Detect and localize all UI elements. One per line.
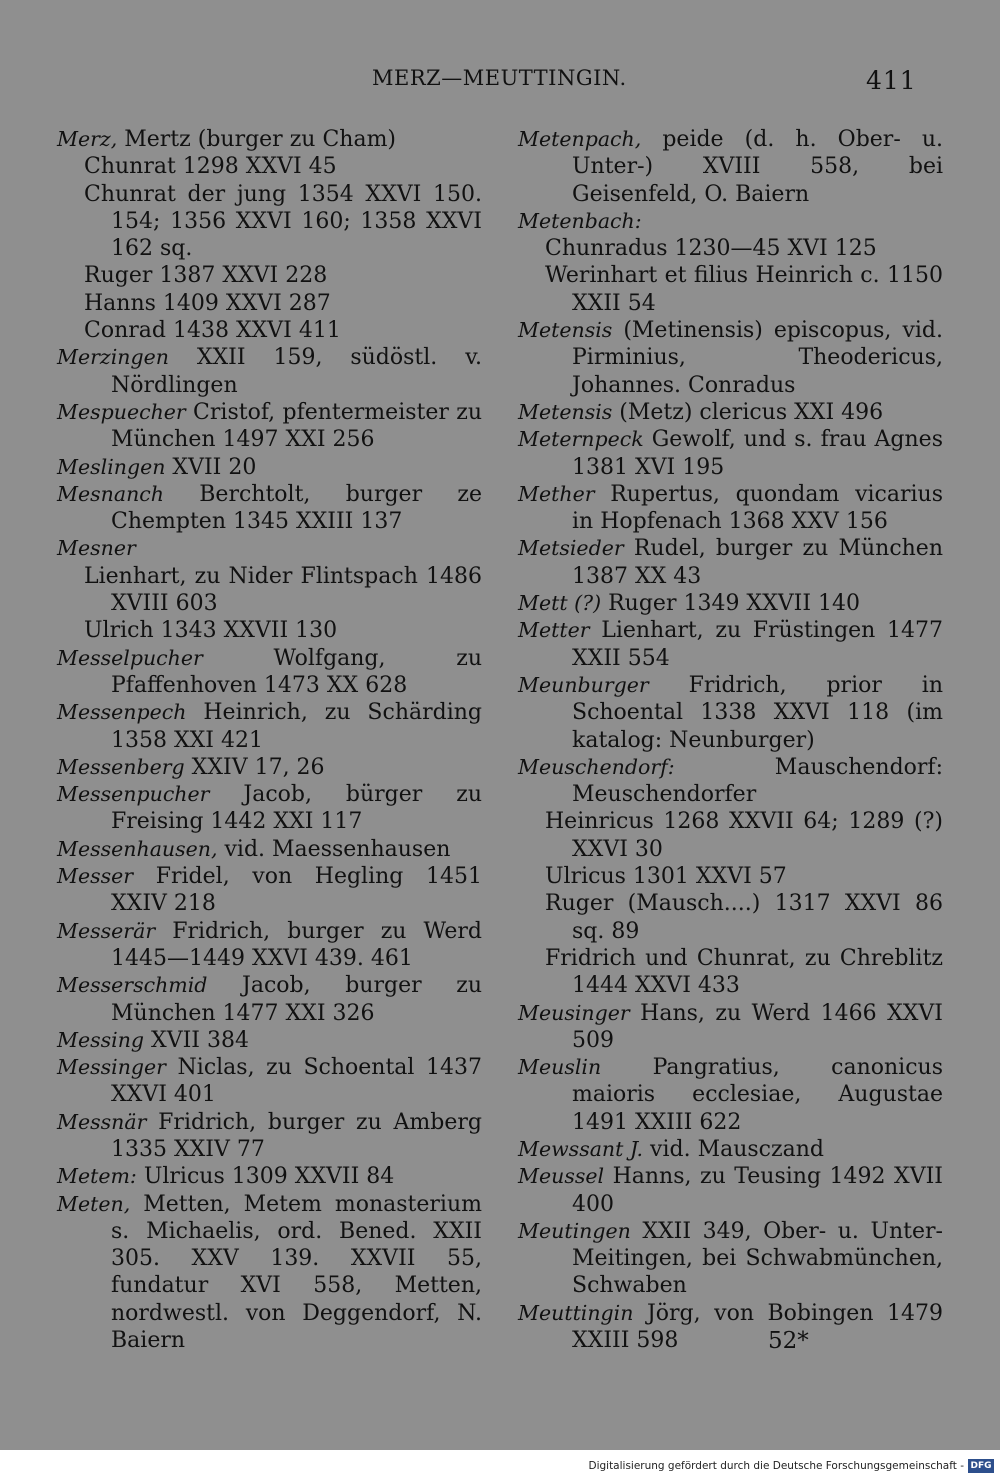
index-entry [518,754,943,809]
index-entry [57,290,482,317]
index-entry [518,126,943,208]
index-entry [57,972,482,1027]
entry-headword: Metsieder [518,536,624,561]
entry-text: Ruger 1387 XXVI 228 [84,263,328,289]
entry-headword: Metem: [57,1164,137,1189]
entry-headword: Messelpucher [57,645,203,670]
entry-headword: Merzingen [57,345,169,370]
entry-text: Fridrich, prior in Schoental 1338 XXVI 118 (im katalog: Neunburger) [572,672,943,753]
entry-headword: Meuschendorf: [518,754,675,779]
index-entry [57,563,482,618]
index-entry [518,235,943,262]
digitization-footer [0,1450,1000,1478]
entry-text: Chunrat der jung 1354 XXVI 150. 154; 1356 XXVI 160; 1358 XXVI 162 sq. [84,181,482,262]
index-entry [57,344,482,399]
entry-text: Mauschendorf: Meuschendorfer [572,754,943,808]
index-entry [518,1136,943,1163]
index-entry [57,918,482,973]
entry-headword: Messinger [57,1055,166,1080]
index-entry [518,1163,943,1218]
entry-headword: Mespuecher [57,399,186,424]
entry-headword: Meslingen [57,454,166,479]
index-entry [518,262,943,317]
entry-headword: Mesner [57,536,136,561]
index-entry [57,535,482,562]
entry-headword: Meutingen [518,1218,631,1243]
index-entry [57,1109,482,1164]
entry-headword: Messerschmid [57,973,208,998]
index-entry [57,481,482,536]
index-entry [57,1054,482,1109]
entry-headword: Messer [57,864,134,889]
index-entry [518,1218,943,1300]
entry-text: Heinricus 1268 XXVII 64; 1289 (?) XXVI 30 [545,809,943,862]
entry-headword: Mett (?) [518,591,602,616]
index-entry [57,181,482,263]
entry-text: Ulrich 1343 XXVII 130 [84,618,338,644]
entry-text: Hans, zu Werd 1466 XXVI 509 [572,1000,943,1053]
index-entry [518,1300,943,1355]
entry-text: XXIV 17, 26 [184,754,325,780]
entry-headword: Messenberg [57,754,185,779]
entry-headword: Mewssant J. [518,1136,644,1161]
entry-text: Niclas, zu Schoental 1437 XXVI 401 [111,1055,482,1108]
index-entry [518,535,943,590]
entry-text: Fridel, von Hegling 1451 XXIV 218 [111,864,482,917]
index-entry [57,754,482,781]
footer-text: Digitalisierung gefördert durch die Deutsche Forschungsgemeinschaft - [588,1460,964,1472]
entry-text: vid. Mausczand [643,1136,824,1162]
entry-text: XVII 384 [144,1027,249,1053]
index-entry [518,1000,943,1055]
entry-headword: Metensis [518,318,613,343]
entry-text: Fridrich, burger zu Werd 1445—1449 XXVI 439. 461 [111,918,482,971]
entry-headword: Messenpech [57,700,187,725]
entry-headword: Meuslin [518,1055,602,1080]
entry-text: Heinrich, zu Schärding 1358 XXI 421 [111,700,482,753]
entry-headword: Metenpach, [518,127,642,151]
index-entry [57,153,482,180]
entry-text: Fridrich und Chunrat, zu Chreblitz 1444 XXVI 433 [545,945,943,999]
index-entry [57,617,482,644]
right-column [518,126,943,1354]
entry-headword: Mether [518,481,595,506]
entry-headword: Meunburger [518,672,649,697]
entry-text: Chunradus 1230—45 XVI 125 [545,236,877,262]
entry-text: Berchtolt, burger ze Chempten 1345 XXIII 137 [111,481,482,535]
entry-headword: Mesnanch [57,481,164,506]
index-entry [57,1191,482,1355]
entry-text: Jacob, bürger zu Freising 1442 XXI 117 [111,782,482,835]
entry-text: XVII 20 [165,454,257,480]
index-entry [518,590,943,617]
entry-text: Ruger (Mausch....) 1317 XXVI 86 sq. 89 [545,891,943,944]
entry-text: vid. Maessenhausen [217,836,451,862]
entry-text: Jacob, burger zu München 1477 XXI 326 [111,973,482,1026]
entry-text: Hanns 1409 XXVI 287 [84,290,331,316]
entry-text: (Metz) clericus XXI 496 [612,399,884,425]
entry-text: Fridrich, burger zu Amberg 1335 XXIV 77 [111,1109,482,1162]
index-entry [57,454,482,481]
index-entry [57,781,482,836]
index-entry [518,317,943,399]
index-entry [518,208,943,235]
entry-text: Chunrat 1298 XXVI 45 [84,154,337,180]
entry-text: XXII 159, südöstl. v. Nördlingen [111,345,482,398]
entry-text: Hanns, zu Teusing 1492 XVII 400 [572,1164,943,1217]
entry-headword: Metter [518,618,590,643]
page-number: 411 [866,66,917,95]
index-entry [518,481,943,536]
entry-headword: Meten, [57,1191,131,1216]
entry-text: Metten, Metem monasterium s. Michaelis, ord. Bened. XXII 305. XXV 139. XXVII 55, fundatur XVI 558, Metten, nordwestl. von Deggendorf, N. Baiern [111,1191,482,1354]
entry-text: Lienhart, zu Früstingen 1477 XXII 554 [572,618,943,671]
index-entry [57,1027,482,1054]
index-entry [518,808,943,863]
entry-headword: Messenhausen, [57,836,218,861]
running-header-title: MERZ—MEUTTINGIN. [372,66,627,90]
entry-text: XXII 349, Ober- u. Unter-Meitingen, bei Schwabmünchen, Schwaben [572,1218,943,1299]
entry-headword: Metensis [518,399,613,424]
entry-headword: Meusinger [518,1000,630,1025]
index-entry [518,890,943,945]
entry-headword: Meussel [518,1164,605,1189]
entry-text: Rupertus, quondam vicarius in Hopfenach 1368 XXV 156 [572,481,943,535]
index-entry [57,645,482,700]
entry-text: Rudel, burger zu München 1387 XX 43 [572,536,943,589]
entry-text: Wolfgang, zu Pfaffenhoven 1473 XX 628 [111,645,482,698]
index-entry [57,399,482,454]
index-entry [518,945,943,1000]
entry-text: Gewolf, und s. frau Agnes 1381 XVI 195 [572,427,943,480]
index-entry [518,617,943,672]
entry-text: Mertz (burger zu Cham) [117,127,397,152]
index-entry [518,426,943,481]
entry-headword: Messerär [57,918,156,943]
index-entry [518,672,943,754]
entry-headword: Messenpucher [57,782,210,807]
index-entry [518,1054,943,1136]
printer-signature: 52* [768,1328,809,1354]
entry-text: Werinhart et filius Heinrich c. 1150 XXII 54 [545,263,943,316]
left-column [57,126,482,1354]
entry-text: (Metinensis) episcopus, vid. Pirminius, Theodericus, Johannes. Conradus [572,318,943,398]
dfg-logo: DFG [968,1459,994,1473]
entry-text: Conrad 1438 XXVI 411 [84,318,341,344]
index-entry [57,863,482,918]
index-entry [57,317,482,344]
index-entry [518,399,943,426]
entry-text: Lienhart, zu Nider Flintspach 1486 XVIII 603 [84,563,482,617]
index-entry [57,262,482,289]
entry-headword: Messing [57,1027,145,1052]
entry-text: Ruger 1349 XXVII 140 [601,591,861,617]
entry-text: Ulricus 1309 XXVII 84 [136,1164,395,1190]
entry-text: Jörg, von Bobingen 1479 XXIII 598 [572,1300,943,1354]
index-entry [57,126,482,153]
entry-headword: Meuttingin [518,1300,634,1325]
index-entry [57,836,482,863]
entry-headword: Merz, [57,127,118,151]
entry-headword: Metenbach: [518,208,642,233]
index-entry [518,863,943,890]
entry-text: peide (d. h. Ober- u. Unter-) XVIII 558, bei Geisenfeld, O. Baiern [572,127,943,207]
index-entry [57,699,482,754]
entry-headword: Messnär [57,1109,147,1134]
entry-text: Pangratius, canonicus maioris ecclesiae, Augustae 1491 XXIII 622 [572,1055,943,1135]
index-entry [57,1163,482,1190]
entry-headword: Meternpeck [518,427,644,452]
entry-text: Ulricus 1301 XXVI 57 [545,864,787,890]
entry-text: Cristof, pfentermeister zu München 1497 XXI 256 [111,399,482,453]
